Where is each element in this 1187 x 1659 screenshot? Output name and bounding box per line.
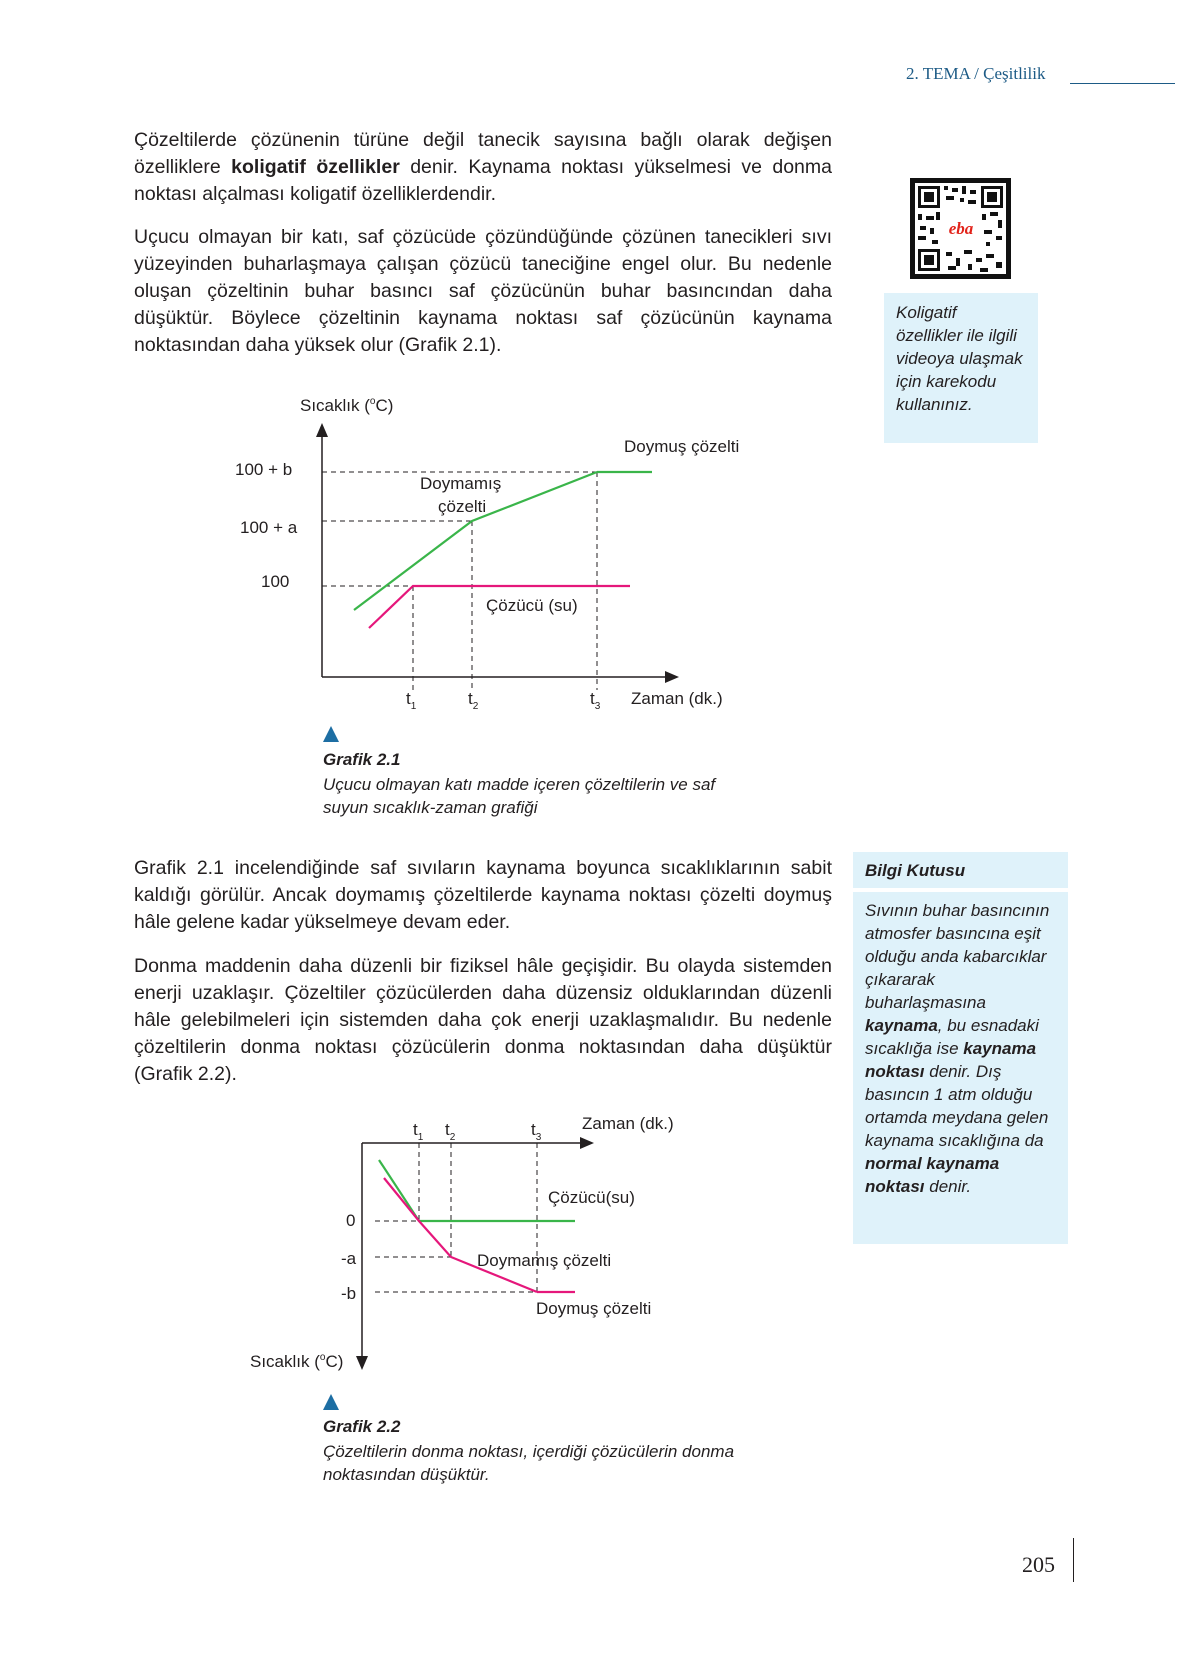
graph1-caption-text: Uçucu olmayan katı madde içeren çözeltilerin ve saf suyun sıcaklık-zaman grafiği [323,775,716,817]
graph2-xlabel: Zaman (dk.) [582,1114,674,1133]
eba-logo: eba [948,219,974,238]
info-text-1: Sıvının buhar basıncının atmosfer basıncına eşit olduğu anda kabarcıklar çıkararak buharlaşmasına [865,901,1050,1012]
info-bold-3: normal kaynama noktası [865,1154,1000,1196]
graph1-xtick-t2: $t_2$ [468,689,479,712]
graph1-caption-title: Grafik 2.1 [323,750,401,769]
graph2-y-arrow [356,1356,368,1370]
paragraph-4: Donma maddenin daha düzenli bir fiziksel hâle geçişidir. Bu olayda sistemden enerji uzaklaşır. Çözeltiler çözücülerden daha düzensiz olduklarından düzenli hâle gelebilmeleri için sistemden daha çok enerji uzaklaşmalıdır. Bu nedenle çözeltilerin donma noktası çözücülerin donma noktasından daha düşüktür (Grafik 2.2). [134,955,832,1085]
paragraph-3: Grafik 2.1 incelendiğinde saf sıvıların kaynama boyunca sıcaklıklarının sabit kaldığı görülür. Ancak doymamış çözeltilerde kaynama noktası çözelti doymuş hâle gelene kadar yükselmeye devam eder. [134,857,832,933]
header-rule [1070,83,1175,84]
graph2-xtick-t3: $t_3$ [531,1120,542,1143]
qr-code[interactable] [910,178,1011,279]
header-title: 2. TEMA / Çeşitlilik [906,64,1046,83]
graph2-caption-title: Grafik 2.2 [323,1417,401,1436]
paragraph-1-text-a: Çözeltilerde çözünenin türüne değil tanecik sayısına bağlı olarak değişen özelliklere [134,129,832,178]
paragraph-1-text-b: denir. Kaynama noktası yükselmesi ve donma noktası alçalması koligatif özelliklerdendir. [134,156,832,205]
graph2-series-unsaturated [384,1178,537,1292]
graph1-y-arrow [316,423,328,437]
graph2-label-saturated: Doymuş çözelti [536,1299,652,1318]
graph1-ylabel: Sıcaklık ($^o$C) [300,396,394,415]
info-bold-1: kaynama [865,1016,938,1035]
info-text-3: denir. Dış basıncın 1 atm olduğu ortamda meydana gelen kaynama sıcaklığına da [865,1062,1049,1150]
graph1-xtick-t3: $t_3$ [590,689,601,712]
graph1-ytick-100b: 100 + b [235,460,293,479]
graph2-label-solvent: Çözücü(su) [548,1188,635,1207]
paragraph-1 [134,127,832,208]
graph2-label-unsaturated: Doymamış çözelti [477,1251,612,1270]
graph2-series-solvent [379,1160,575,1221]
graph1-label-saturated: Doymuş çözelti [624,437,740,456]
graph2-x-arrow [580,1137,594,1149]
graph2-caption-marker-icon [323,1394,339,1410]
graph2-caption-text: Çözeltilerin donma noktası, içerdiği çözücülerin donma noktasından düşüktür. [323,1442,735,1484]
graph1-xlabel: Zaman (dk.) [631,689,723,708]
graph1-series-unsaturated [354,472,597,610]
graph1-xtick-t1: $t_1$ [406,689,417,712]
info-text-2: , bu esnadaki sıcaklığa ise [865,1016,1039,1058]
graph2-ytick-b: -b [341,1284,357,1303]
graph1-series-solvent [369,586,630,628]
qr-note: Koligatif özellikler ile ilgili videoya ulaşmak için karekodu kullanınız. [884,293,1038,443]
graph2-xtick-t1: $t_1$ [413,1120,424,1143]
info-text-4: denir. [924,1177,972,1196]
graph2-ylabel: Sıcaklık ($^o$C) [250,1352,344,1371]
graph1-ytick-100: 100 [261,572,290,591]
graph2-xtick-t2: $t_2$ [445,1120,456,1143]
info-box-title: Bilgi Kutusu [853,852,1068,888]
info-bold-2: kaynama noktası [865,1039,1037,1081]
page-number-rule [1073,1538,1074,1582]
graph1-x-arrow [665,671,679,683]
paragraph-1-bold: koligatif özellikler [231,156,400,178]
graph2-ytick-0: 0 [346,1211,356,1230]
graph1-caption-marker-icon [323,726,339,742]
paragraph-2: Uçucu olmayan bir katı, saf çözücüde çözündüğünde çözünen tanecikleri sıvı yüzeyinden buharlaşmaya çalışan çözücü taneciğine engel olur. Bu nedenle oluşan çözeltinin buhar basıncı saf çözücünün buhar basıncından daha düşüktür. Böylece çözeltinin kaynama noktası saf çözücünün kaynama noktasından daha yüksek olur (Grafik 2.1). [134,226,832,356]
graph1-label-solvent: Çözücü (su) [486,596,578,615]
page-number: 205 [1022,1552,1055,1577]
graph1-label-unsaturated-2: çözelti [438,497,487,516]
graph2-ytick-a: -a [341,1249,357,1268]
graph1-ytick-100a: 100 + a [240,518,298,537]
info-box-body [853,892,1068,1244]
graph1-label-unsaturated-1: Doymamış [420,474,502,493]
